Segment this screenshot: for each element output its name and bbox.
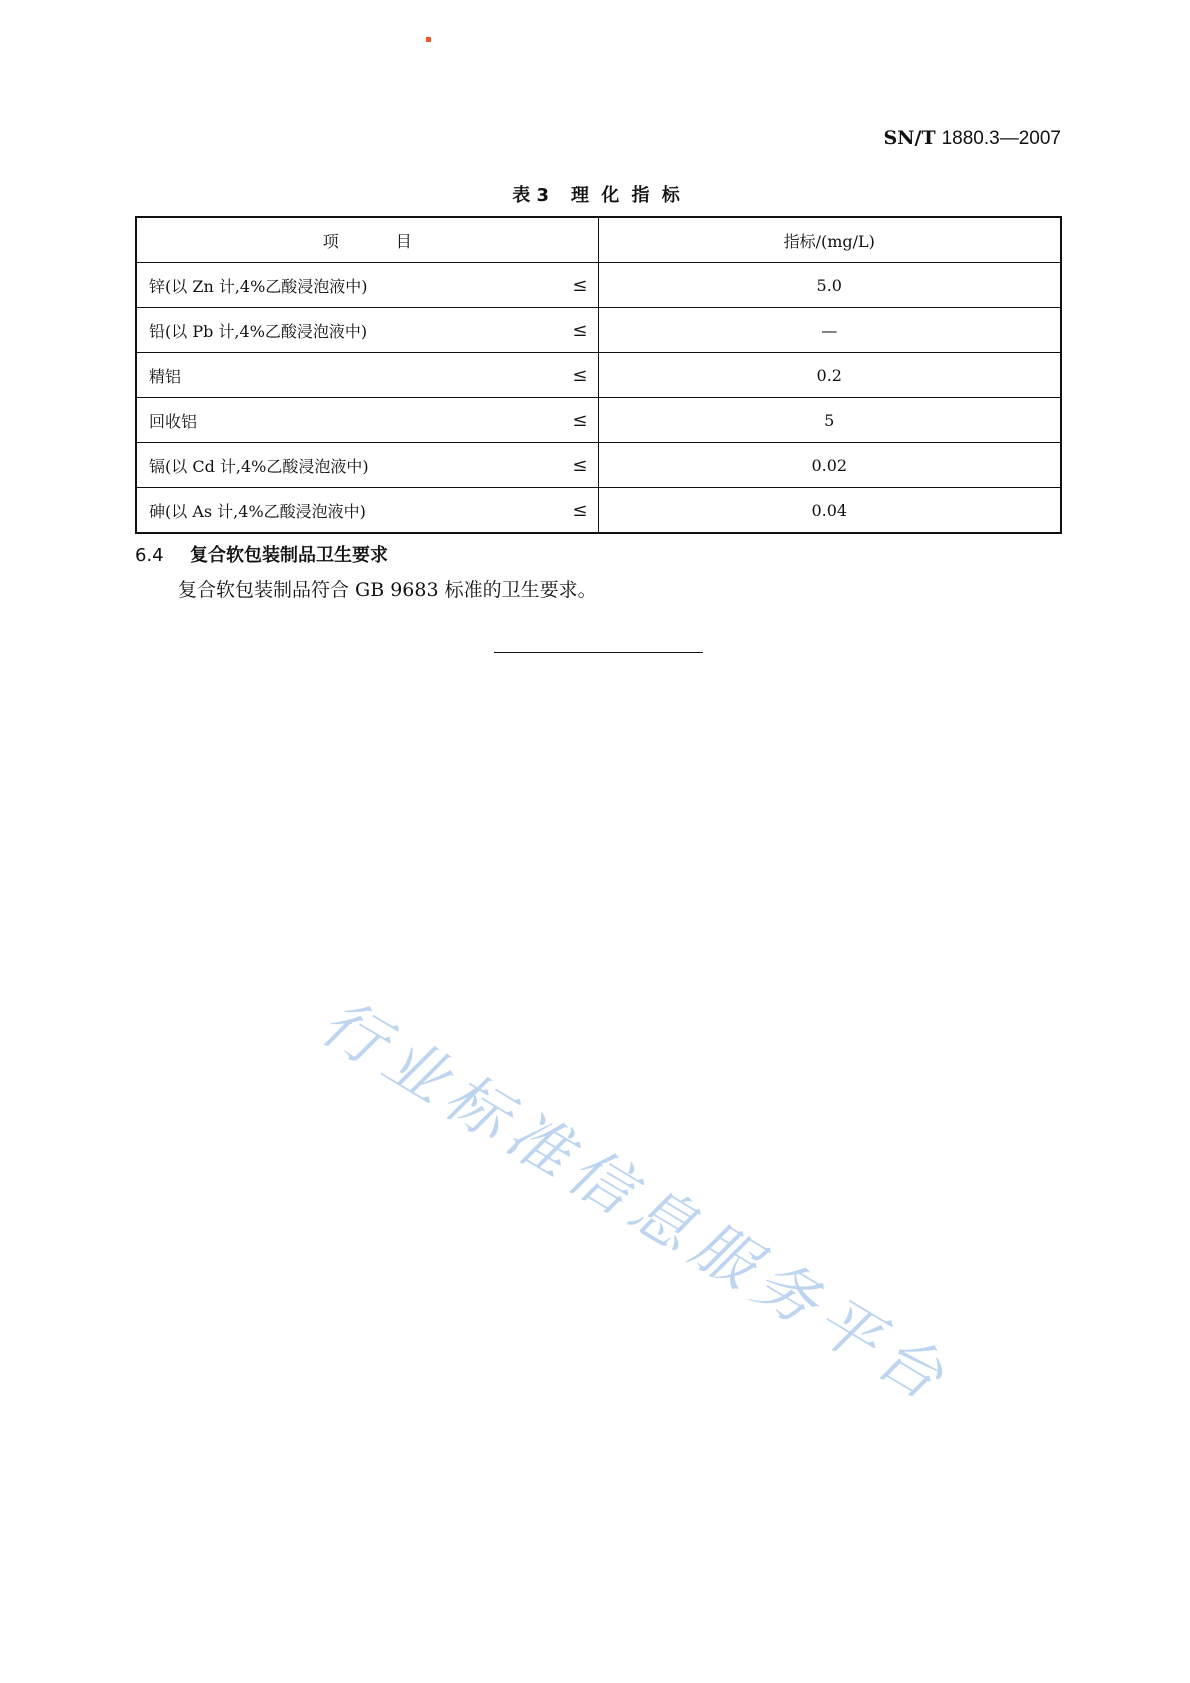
table-row bbox=[136, 398, 1061, 443]
limit-value: — bbox=[598, 308, 1061, 353]
item-label: 镉(以 Cd 计,4%乙酸浸泡液中) bbox=[149, 456, 369, 476]
limit-operator: ≤ bbox=[572, 319, 588, 341]
physicochemical-table bbox=[135, 216, 1062, 534]
table-row bbox=[136, 488, 1061, 534]
table-row bbox=[136, 308, 1061, 353]
item-cell-content bbox=[137, 319, 598, 342]
item-cell bbox=[136, 488, 598, 534]
limit-value: 0.02 bbox=[598, 443, 1061, 488]
section-body-text: 复合软包装制品符合 GB 9683 标准的卫生要求。 bbox=[178, 579, 597, 601]
table-row bbox=[136, 443, 1061, 488]
standard-code bbox=[883, 126, 1061, 151]
item-cell-content bbox=[137, 364, 598, 387]
item-cell bbox=[136, 353, 598, 398]
limit-operator: ≤ bbox=[572, 454, 588, 476]
limit-value: 0.04 bbox=[598, 488, 1061, 534]
item-cell-content bbox=[137, 274, 598, 297]
standard-code-prefix: SN/T bbox=[883, 127, 936, 149]
item-cell bbox=[136, 263, 598, 308]
section-number: 6.4 bbox=[135, 545, 164, 566]
table-row bbox=[136, 353, 1061, 398]
item-cell bbox=[136, 443, 598, 488]
limit-operator: ≤ bbox=[572, 274, 588, 296]
limit-operator: ≤ bbox=[572, 499, 588, 521]
item-cell bbox=[136, 398, 598, 443]
limit-operator: ≤ bbox=[572, 409, 588, 431]
limit-value: 5.0 bbox=[598, 263, 1061, 308]
limit-operator: ≤ bbox=[572, 364, 588, 386]
table-header-row bbox=[136, 217, 1061, 263]
table-row bbox=[136, 263, 1061, 308]
item-label: 铅(以 Pb 计,4%乙酸浸泡液中) bbox=[149, 321, 368, 341]
section-heading bbox=[135, 544, 388, 568]
page-marker-dot bbox=[426, 37, 431, 42]
section-title: 复合软包装制品卫生要求 bbox=[190, 545, 388, 566]
item-label: 砷(以 As 计,4%乙酸浸泡液中) bbox=[149, 501, 366, 521]
item-label: 回收铝 bbox=[149, 411, 198, 431]
item-label: 锌(以 Zn 计,4%乙酸浸泡液中) bbox=[149, 276, 368, 296]
item-cell-content bbox=[137, 499, 598, 522]
item-cell bbox=[136, 308, 598, 353]
item-label: 精铝 bbox=[149, 366, 182, 386]
end-of-document-rule bbox=[494, 652, 703, 653]
limit-value: 5 bbox=[598, 398, 1061, 443]
table-caption-number: 表 3 bbox=[512, 185, 549, 206]
column-header-limit: 指标/(mg/L) bbox=[598, 217, 1061, 263]
column-header-item: 项 目 bbox=[136, 217, 598, 263]
item-cell-content bbox=[137, 454, 598, 477]
limit-value: 0.2 bbox=[598, 353, 1061, 398]
watermark: 行业标准信息服务平台 bbox=[308, 984, 964, 1419]
table-caption-title: 理 化 指 标 bbox=[570, 185, 683, 206]
standard-code-number: 1880.3—2007 bbox=[941, 128, 1061, 149]
table-caption bbox=[135, 182, 1060, 206]
item-cell-content bbox=[137, 409, 598, 432]
